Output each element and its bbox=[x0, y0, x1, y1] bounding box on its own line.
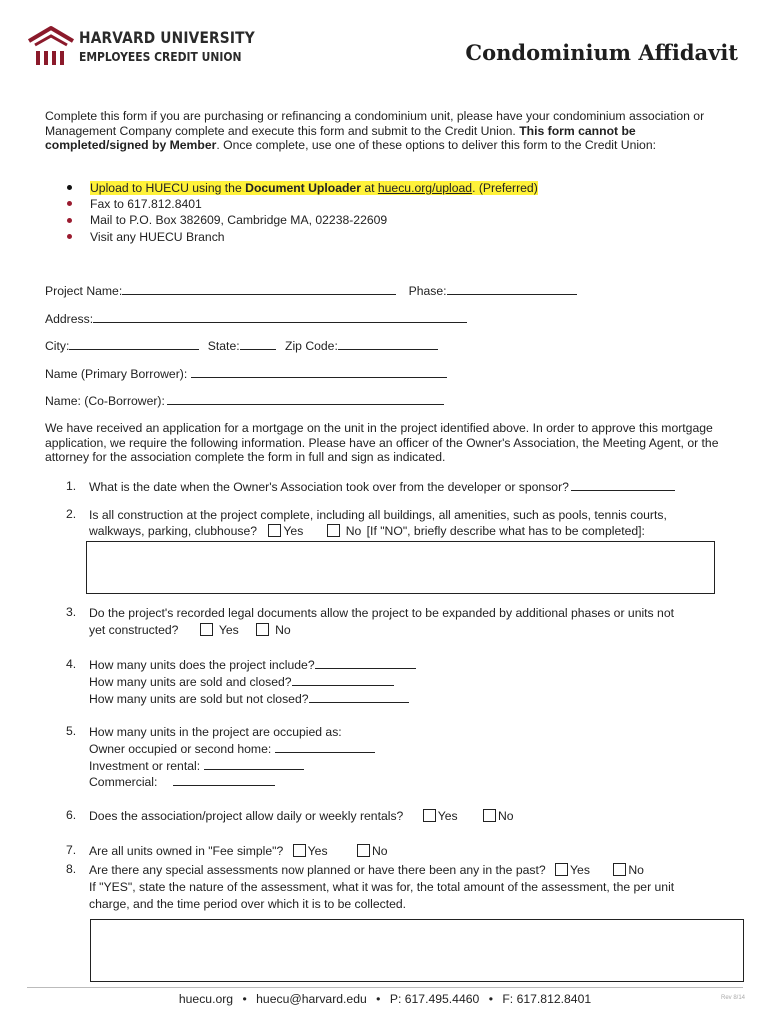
address-field[interactable] bbox=[93, 311, 467, 323]
q5-owner-occupied-field[interactable] bbox=[275, 741, 375, 753]
primary-borrower-field[interactable] bbox=[191, 366, 447, 378]
q5-commercial-field[interactable] bbox=[173, 774, 275, 786]
primary-borrower-row bbox=[45, 366, 447, 382]
intro-text: Complete this form if you are purchasing or refinancing a condominium unit, please have your condominium association or Management Company complete and execute this form and submit to the Credit Union. bbox=[45, 109, 705, 138]
bullet-icon bbox=[67, 234, 72, 239]
logo-line1: HARVARD UNIVERSITY bbox=[79, 28, 255, 47]
footer-fax: F: 617.812.8401 bbox=[502, 992, 592, 1006]
primary-borrower-label: Name (Primary Borrower): bbox=[45, 367, 188, 381]
zip-label: Zip Code: bbox=[285, 339, 338, 353]
question-3: Do the project's recorded legal documents allow the project to be expanded by additional phases or units not yet constructed? Yes No bbox=[89, 606, 674, 637]
co-borrower-row bbox=[45, 393, 444, 409]
q2-yes-checkbox[interactable] bbox=[268, 524, 281, 537]
zip-field[interactable] bbox=[338, 338, 438, 350]
bullet-icon bbox=[67, 218, 72, 223]
bullet-icon bbox=[67, 201, 72, 206]
phase-label: Phase: bbox=[408, 284, 447, 298]
q3-no-checkbox[interactable] bbox=[256, 623, 269, 636]
footer-email-link[interactable]: huecu@harvard.edu bbox=[256, 992, 367, 1006]
address-label: Address: bbox=[45, 312, 94, 326]
question-6: Does the association/project allow daily or weekly rentals? Yes No bbox=[89, 809, 514, 823]
q3-yes-checkbox[interactable] bbox=[200, 623, 213, 636]
footer-divider bbox=[27, 987, 743, 988]
logo-line2: EMPLOYEES CREDIT UNION bbox=[79, 49, 242, 64]
q4-sold-not-closed-field[interactable] bbox=[309, 691, 409, 703]
city-row bbox=[45, 338, 438, 354]
project-name-row bbox=[45, 283, 577, 299]
footer-phone: P: 617.495.4460 bbox=[389, 992, 480, 1006]
question-number: 5. bbox=[66, 724, 77, 738]
footer: huecu.org • huecu@harvard.edu • P: 617.495.4460 • F: 617.812.8401 bbox=[178, 992, 592, 1006]
q4-total-units-field[interactable] bbox=[315, 657, 416, 669]
intro-bold: This form cannot be completed/signed by Member bbox=[45, 123, 636, 153]
q8-description-box[interactable] bbox=[90, 919, 744, 982]
q8-no-checkbox[interactable] bbox=[613, 863, 626, 876]
phase-field[interactable] bbox=[447, 283, 577, 295]
q7-no-checkbox[interactable] bbox=[357, 844, 370, 857]
project-name-field[interactable] bbox=[122, 283, 396, 295]
delivery-options bbox=[67, 180, 538, 245]
list-item: Upload to HUECU using the Document Uploader at huecu.org/upload. (Preferred) bbox=[67, 180, 538, 196]
state-field[interactable] bbox=[240, 338, 276, 350]
bullet-icon bbox=[67, 185, 72, 190]
q2-no-checkbox[interactable] bbox=[327, 524, 340, 537]
city-label: City: bbox=[45, 339, 70, 353]
question-2: Is all construction at the project complete, including all buildings, all amenities, such as pools, tennis courts, walkways, parking, clubhouse? Yes No [If "NO", briefly describe what has to be completed]: bbox=[89, 508, 667, 538]
question-number: 7. bbox=[66, 843, 77, 857]
revision-label: Rev 8/14 bbox=[720, 995, 745, 1001]
mortgage-paragraph: We have received an application for a mortgage on the unit in the project identified above. In order to approve this mortgage application, we require the following information. Please have an officer of the Owner's Association, the Meeting Agent, or the attorney for the association complete the form in full and sign as indicated. bbox=[45, 421, 719, 465]
q7-yes-checkbox[interactable] bbox=[293, 844, 306, 857]
city-field[interactable] bbox=[69, 338, 199, 350]
address-row bbox=[45, 311, 467, 327]
question-number: 6. bbox=[66, 808, 77, 822]
building-columns-icon bbox=[27, 25, 75, 71]
state-label: State: bbox=[207, 339, 240, 353]
logo bbox=[27, 25, 255, 71]
question-7: Are all units owned in "Fee simple"? Yes No bbox=[89, 844, 388, 858]
project-name-label: Project Name: bbox=[45, 284, 123, 298]
q1-date-field[interactable] bbox=[571, 479, 675, 491]
q8-yes-checkbox[interactable] bbox=[555, 863, 568, 876]
question-number: 1. bbox=[66, 479, 77, 493]
q6-no-checkbox[interactable] bbox=[483, 809, 496, 822]
list-item: Visit any HUECU Branch bbox=[67, 229, 538, 245]
question-number: 8. bbox=[66, 862, 77, 876]
question-number: 4. bbox=[66, 657, 77, 671]
question-1: What is the date when the Owner's Association took over from the developer or sponsor? bbox=[89, 479, 675, 495]
question-number: 2. bbox=[66, 507, 77, 521]
q6-yes-checkbox[interactable] bbox=[423, 809, 436, 822]
intro-text-end: . Once complete, use one of these options to deliver this form to the Credit Union: bbox=[216, 138, 657, 153]
question-4: How many units does the project include? How many units are sold and closed? How many units are sold but not closed? bbox=[89, 657, 416, 707]
question-8: Are there any special assessments now planned or have there been any in the past? Yes No If "YES", state the nature of the assessment, what it was for, the total amount of the assessment, the per unit charge, and the time period over which it is to be collected. bbox=[89, 863, 675, 911]
upload-link[interactable]: huecu.org/upload bbox=[377, 181, 473, 195]
q4-sold-closed-field[interactable] bbox=[292, 674, 394, 686]
list-item: Fax to 617.812.8401 bbox=[67, 196, 538, 212]
page-title: Condominium Affidavit bbox=[465, 40, 738, 65]
intro-paragraph bbox=[45, 109, 735, 153]
co-borrower-field[interactable] bbox=[167, 393, 444, 405]
question-5: How many units in the project are occupied as: Owner occupied or second home: Investment or rental: Commercial: bbox=[89, 724, 375, 791]
q2-description-box[interactable] bbox=[86, 541, 715, 594]
question-number: 3. bbox=[66, 605, 77, 619]
co-borrower-label: Name: (Co-Borrower): bbox=[45, 394, 165, 408]
q5-investment-field[interactable] bbox=[204, 758, 304, 770]
list-item: Mail to P.O. Box 382609, Cambridge MA, 02238-22609 bbox=[67, 212, 538, 228]
footer-site-link[interactable]: huecu.org bbox=[178, 992, 234, 1006]
